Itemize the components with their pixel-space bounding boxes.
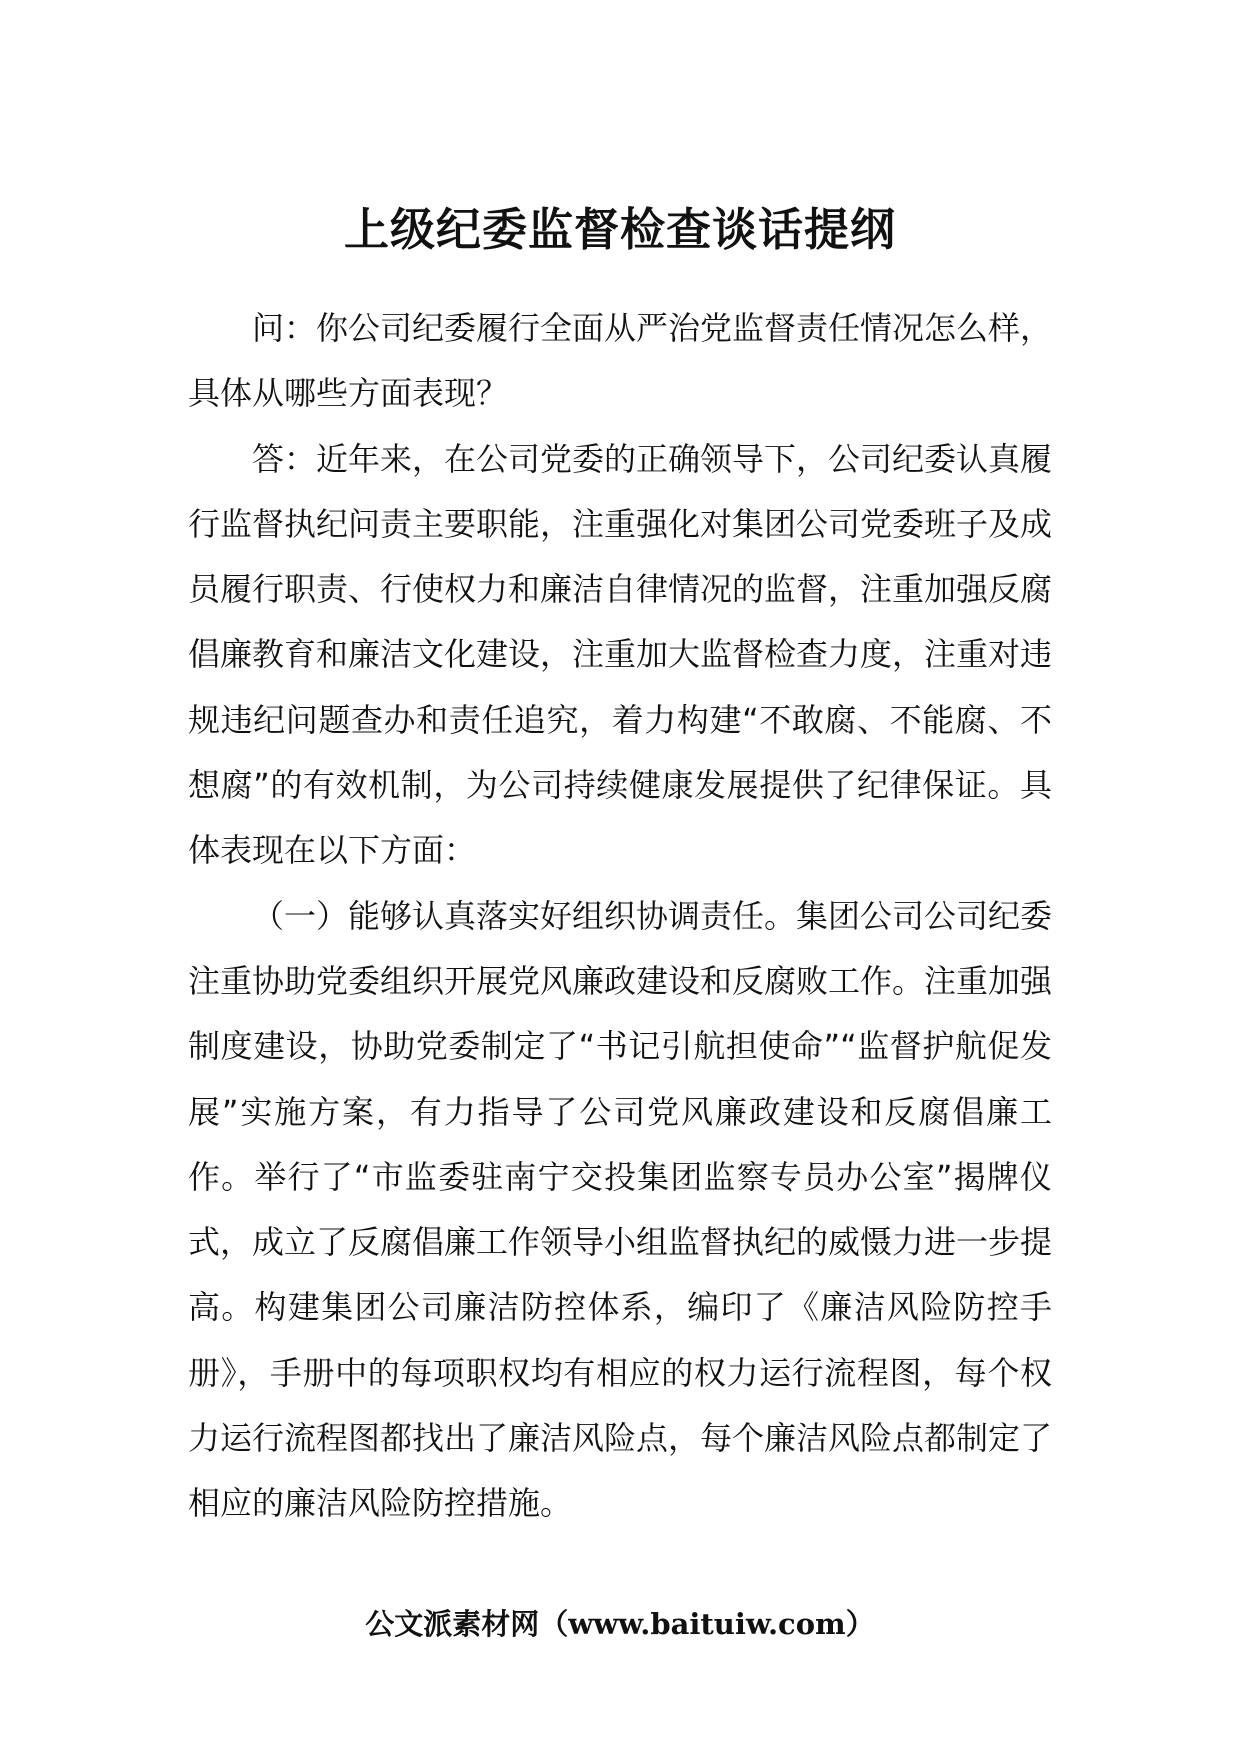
question-paragraph: 问：你公司纪委履行全面从严治党监督责任情况怎么样，具体从哪些方面表现？	[188, 309, 1053, 413]
footer-watermark: 公文派素材网（www.baituiw.com）	[365, 1607, 875, 1641]
document-title: 上级纪委监督检查谈话提纲	[343, 203, 896, 256]
document-body	[188, 296, 1052, 1537]
section-one-paragraph: （一）能够认真落实好组织协调责任。集团公司公司纪委注重协助党委组织开展党风廉政建设和反腐败工作。注重加强制度建设，协助党委制定了“书记引航担使命”“监督护航促发展”实施方案，有力指导了公司党风廉政建设和反腐倡廉工作。举行了“市监委驻南宁交投集团监察专员办公室”揭牌仪式，成立了反腐倡廉工作领导小组监督执纪的威慑力进一步提高。构建集团公司廉洁防控体系，编印了《廉洁风险防控手册》，手册中的每项职权均有相应的权力运行流程图，每个权力运行流程图都找出了廉洁风险点，每个廉洁风险点都制定了相应的廉洁风险防控措施。	[188, 896, 1053, 1523]
answer-paragraph: 答：近年来，在公司党委的正确领导下，公司纪委认真履行监督执纪问责主要职能，注重强化对集团公司党委班子及成员履行职责、行使权力和廉洁自律情况的监督，注重加强反腐倡廉教育和廉洁文化建设，注重加大监督检查力度，注重对违规违纪问题查办和责任追究，着力构建“不敢腐、不能腐、不想腐”的有效机制，为公司持续健康发展提供了纪律保证。具体表现在以下方面：	[188, 439, 1053, 870]
